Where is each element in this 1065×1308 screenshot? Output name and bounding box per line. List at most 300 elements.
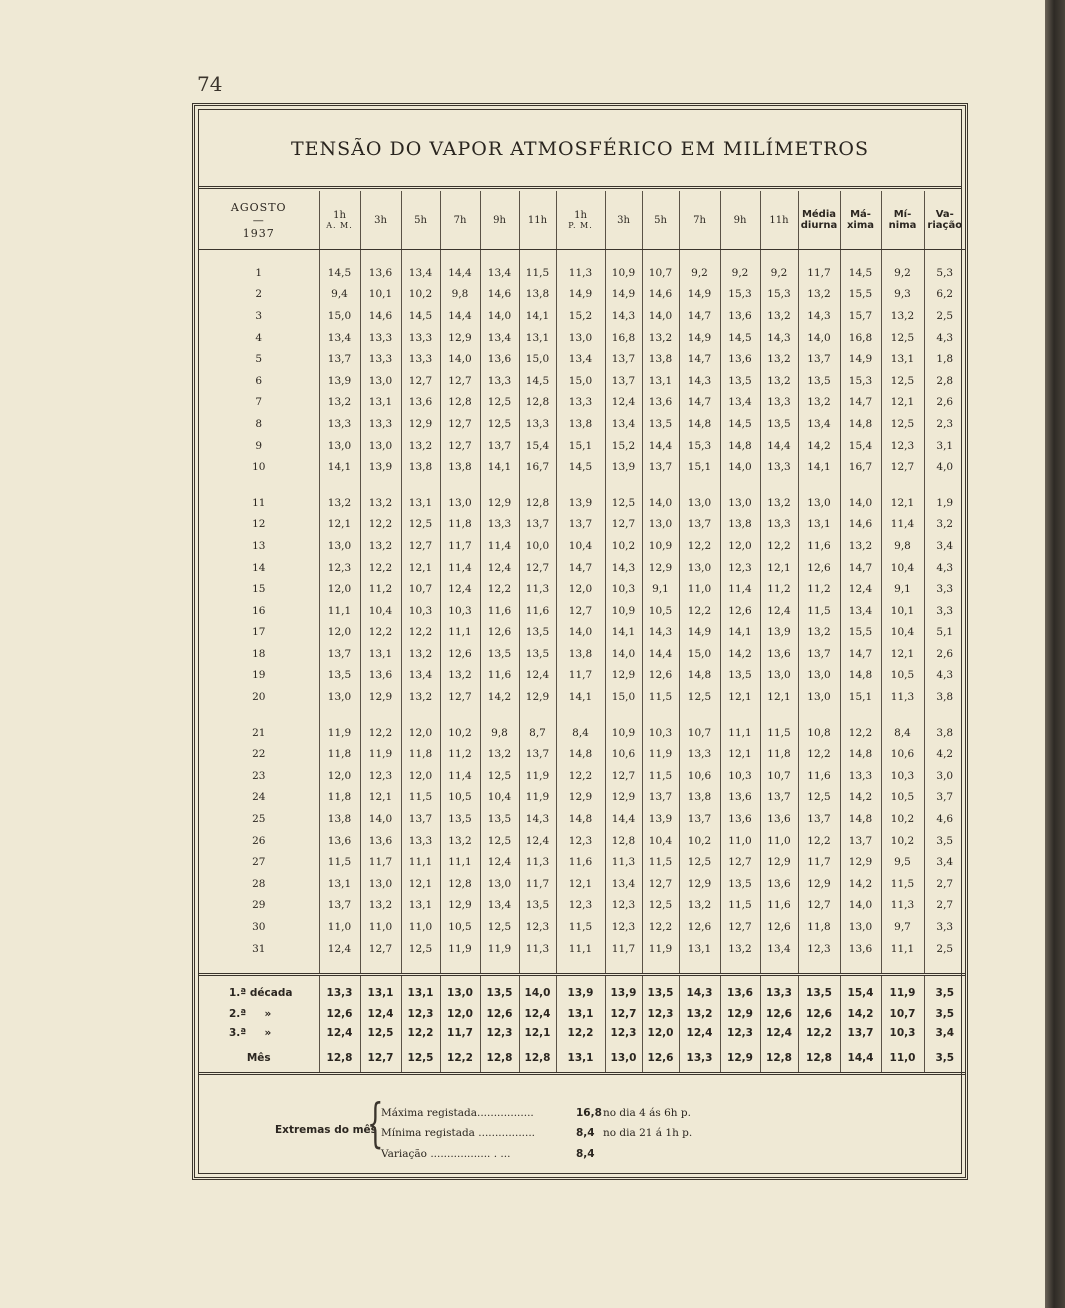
summary-value-cell: 12,9 xyxy=(720,1042,760,1074)
value-cell: 10,4 xyxy=(881,557,924,579)
spacer-cell xyxy=(924,959,965,975)
value-cell: 1,9 xyxy=(924,492,965,514)
value-cell: 13,4 xyxy=(798,413,840,435)
day-cell: 3 xyxy=(255,309,263,322)
value-cell: 12,9 xyxy=(840,851,881,873)
value-cell: 12,9 xyxy=(679,873,720,895)
value-cell: 2,7 xyxy=(924,895,965,917)
summary-value-cell: 14,2 xyxy=(840,1004,881,1023)
value-cell: 11,7 xyxy=(798,851,840,873)
spacer-cell xyxy=(556,250,605,263)
summary-row xyxy=(199,1042,965,1074)
stat-label-line1: Mí- xyxy=(893,209,912,220)
value-cell: 6,2 xyxy=(924,284,965,306)
value-cell: 9,8 xyxy=(881,535,924,557)
value-cell: 11,5 xyxy=(519,262,556,284)
value-cell: 13,6 xyxy=(642,392,679,414)
value-cell: 11,3 xyxy=(519,578,556,600)
value-cell: 13,0 xyxy=(760,665,798,687)
value-cell: 12,2 xyxy=(840,722,881,744)
value-cell: 12,2 xyxy=(360,722,401,744)
value-cell: 12,5 xyxy=(679,686,720,708)
spacer-cell xyxy=(440,708,480,722)
value-cell: 13,0 xyxy=(679,557,720,579)
value-cell: 14,8 xyxy=(840,413,881,435)
value-cell: 14,2 xyxy=(480,686,519,708)
stat-header xyxy=(840,191,881,250)
value-cell: 12,4 xyxy=(519,665,556,687)
value-cell: 4,6 xyxy=(924,808,965,830)
value-cell: 14,1 xyxy=(480,456,519,478)
value-cell: 13,6 xyxy=(760,643,798,665)
extreme-max-note: no dia 4 ás 6h p. xyxy=(603,1107,691,1119)
stat-header xyxy=(924,191,965,250)
value-cell: 13,7 xyxy=(319,895,360,917)
hour-label: 3h xyxy=(617,214,630,226)
day-cell: 23 xyxy=(252,769,266,782)
value-cell: 11,4 xyxy=(720,578,760,600)
value-cell: 14,8 xyxy=(679,665,720,687)
spacer-cell xyxy=(760,959,798,975)
value-cell: 12,2 xyxy=(642,916,679,938)
value-cell: 13,0 xyxy=(360,435,401,457)
stat-header xyxy=(881,191,924,250)
value-cell: 10,2 xyxy=(679,830,720,852)
table-row xyxy=(199,743,965,765)
table-row xyxy=(199,578,965,600)
value-cell: 14,2 xyxy=(840,873,881,895)
day-cell: 13 xyxy=(252,539,266,552)
value-cell: 13,4 xyxy=(720,392,760,414)
summary-value-cell: 14,4 xyxy=(840,1042,881,1074)
value-cell: 13,9 xyxy=(319,370,360,392)
extreme-max-name: Máxima registada................. xyxy=(381,1107,534,1119)
value-cell: 13,2 xyxy=(480,743,519,765)
stat-label-line2: nima xyxy=(888,220,917,231)
value-cell: 12,0 xyxy=(319,578,360,600)
value-cell: 11,9 xyxy=(440,938,480,960)
spacer-cell xyxy=(605,708,642,722)
value-cell: 12,3 xyxy=(556,830,605,852)
value-cell: 12,2 xyxy=(798,830,840,852)
spacer-cell xyxy=(679,478,720,492)
value-cell: 13,6 xyxy=(360,262,401,284)
value-cell: 3,3 xyxy=(924,916,965,938)
day-cell: 15 xyxy=(252,583,266,596)
value-cell: 14,4 xyxy=(440,262,480,284)
value-cell: 13,2 xyxy=(360,492,401,514)
value-cell: 13,6 xyxy=(480,348,519,370)
value-cell: 12,0 xyxy=(319,622,360,644)
table-row xyxy=(199,830,965,852)
value-cell: 13,2 xyxy=(440,665,480,687)
value-cell: 15,0 xyxy=(556,370,605,392)
summary-value-cell: 3,5 xyxy=(924,975,965,1005)
hour-header xyxy=(642,191,679,250)
period-label: P. M. xyxy=(568,221,593,230)
value-cell: 13,7 xyxy=(642,787,679,809)
table-header xyxy=(199,191,965,250)
spacer-row xyxy=(199,250,965,263)
value-cell: 14,4 xyxy=(760,435,798,457)
value-cell: 14,0 xyxy=(840,895,881,917)
day-cell: 31 xyxy=(252,942,266,955)
spacer-cell xyxy=(760,250,798,263)
value-cell: 12,3 xyxy=(605,916,642,938)
value-cell: 13,2 xyxy=(760,348,798,370)
value-cell: 12,9 xyxy=(760,851,798,873)
summary-value-cell: 11,9 xyxy=(881,975,924,1005)
table-row xyxy=(199,622,965,644)
value-cell: 14,7 xyxy=(840,643,881,665)
value-cell: 12,1 xyxy=(760,686,798,708)
value-cell: 15,0 xyxy=(679,643,720,665)
value-cell: 12,1 xyxy=(881,492,924,514)
value-cell: 4,3 xyxy=(924,557,965,579)
value-cell: 14,5 xyxy=(840,262,881,284)
value-cell: 12,5 xyxy=(798,787,840,809)
value-cell: 11,2 xyxy=(798,578,840,600)
day-cell: 16 xyxy=(252,604,266,617)
stat-label-line1: Média xyxy=(801,209,837,220)
value-cell: 12,1 xyxy=(360,787,401,809)
value-cell: 14,9 xyxy=(679,284,720,306)
day-cell: 20 xyxy=(252,691,266,704)
stat-label-line1: Va- xyxy=(935,209,954,220)
value-cell: 3,8 xyxy=(924,686,965,708)
value-cell: 12,3 xyxy=(881,435,924,457)
value-cell: 13,4 xyxy=(605,413,642,435)
extreme-max-value: 16,8 xyxy=(576,1107,602,1119)
value-cell: 13,9 xyxy=(360,456,401,478)
value-cell: 13,0 xyxy=(840,916,881,938)
value-cell: 13,2 xyxy=(798,622,840,644)
value-cell: 13,3 xyxy=(760,456,798,478)
value-cell: 12,1 xyxy=(720,743,760,765)
spacer-cell xyxy=(881,959,924,975)
summary-value-cell: 13,6 xyxy=(720,975,760,1005)
table-row xyxy=(199,665,965,687)
value-cell: 16,8 xyxy=(840,327,881,349)
hour-header xyxy=(720,191,760,250)
value-cell: 13,7 xyxy=(605,370,642,392)
spacer-cell xyxy=(401,478,440,492)
value-cell: 13,3 xyxy=(360,348,401,370)
value-cell: 13,0 xyxy=(360,370,401,392)
spacer-row xyxy=(199,478,965,492)
value-cell: 10,2 xyxy=(881,830,924,852)
value-cell: 12,3 xyxy=(519,916,556,938)
summary-value-cell: 12,5 xyxy=(360,1023,401,1042)
value-cell: 14,1 xyxy=(798,456,840,478)
value-cell: 9,5 xyxy=(881,851,924,873)
value-cell: 11,5 xyxy=(642,851,679,873)
spacer-cell xyxy=(556,708,605,722)
value-cell: 11,9 xyxy=(519,765,556,787)
value-cell: 13,4 xyxy=(319,327,360,349)
summary-value-cell: 12,4 xyxy=(679,1023,720,1042)
spacer-cell xyxy=(199,708,319,722)
value-cell: 13,7 xyxy=(519,514,556,536)
value-cell: 12,5 xyxy=(679,851,720,873)
value-cell: 12,7 xyxy=(720,916,760,938)
value-cell: 13,2 xyxy=(440,830,480,852)
value-cell: 11,3 xyxy=(519,938,556,960)
spacer-cell xyxy=(360,250,401,263)
hour-label: 9h xyxy=(493,214,506,226)
value-cell: 12,7 xyxy=(798,895,840,917)
day-cell: 28 xyxy=(252,877,266,890)
value-cell: 13,2 xyxy=(760,492,798,514)
spacer-cell xyxy=(519,250,556,263)
value-cell: 12,5 xyxy=(881,413,924,435)
value-cell: 1,8 xyxy=(924,348,965,370)
value-cell: 13,6 xyxy=(319,830,360,852)
value-cell: 13,6 xyxy=(360,665,401,687)
value-cell: 12,2 xyxy=(360,622,401,644)
value-cell: 13,7 xyxy=(679,514,720,536)
spacer-cell xyxy=(642,478,679,492)
spacer-cell xyxy=(519,959,556,975)
value-cell: 13,7 xyxy=(798,348,840,370)
value-cell: 10,4 xyxy=(360,600,401,622)
value-cell: 13,8 xyxy=(556,413,605,435)
value-cell: 13,0 xyxy=(642,514,679,536)
hour-header xyxy=(480,191,519,250)
month-extremes xyxy=(199,1095,961,1165)
value-cell: 10,6 xyxy=(605,743,642,765)
value-cell: 13,3 xyxy=(480,370,519,392)
value-cell: 16,7 xyxy=(519,456,556,478)
value-cell: 14,8 xyxy=(556,743,605,765)
table-row xyxy=(199,787,965,809)
hour-header xyxy=(401,191,440,250)
value-cell: 13,0 xyxy=(720,492,760,514)
value-cell: 13,1 xyxy=(679,938,720,960)
stat-label-line2: xima xyxy=(846,220,875,231)
value-cell: 14,2 xyxy=(798,435,840,457)
value-cell: 14,0 xyxy=(556,622,605,644)
value-cell: 15,3 xyxy=(840,370,881,392)
value-cell: 10,3 xyxy=(401,600,440,622)
value-cell: 12,7 xyxy=(642,873,679,895)
value-cell: 13,2 xyxy=(319,492,360,514)
value-cell: 10,2 xyxy=(440,722,480,744)
value-cell: 13,4 xyxy=(480,262,519,284)
summary-value-cell: 12,6 xyxy=(480,1004,519,1023)
table-row xyxy=(199,557,965,579)
value-cell: 10,2 xyxy=(605,535,642,557)
summary-value-cell: 12,8 xyxy=(798,1042,840,1074)
value-cell: 13,8 xyxy=(556,643,605,665)
value-cell: 13,9 xyxy=(605,456,642,478)
value-cell: 13,8 xyxy=(440,456,480,478)
value-cell: 13,9 xyxy=(642,808,679,830)
extreme-range-name: Variação .................. . ... xyxy=(381,1148,511,1160)
value-cell: 11,9 xyxy=(319,722,360,744)
value-cell: 4,3 xyxy=(924,327,965,349)
value-cell: 13,0 xyxy=(440,492,480,514)
value-cell: 10,1 xyxy=(881,600,924,622)
value-cell: 12,9 xyxy=(605,665,642,687)
value-cell: 11,9 xyxy=(480,938,519,960)
spacer-cell xyxy=(605,959,642,975)
summary-value-cell: 13,5 xyxy=(798,975,840,1005)
value-cell: 12,1 xyxy=(881,392,924,414)
hour-header xyxy=(760,191,798,250)
summary-value-cell: 12,6 xyxy=(798,1004,840,1023)
summary-value-cell: 12,0 xyxy=(642,1023,679,1042)
value-cell: 12,2 xyxy=(679,535,720,557)
spacer-cell xyxy=(881,250,924,263)
year-label: 1937 xyxy=(242,226,275,240)
spacer-cell xyxy=(924,708,965,722)
value-cell: 13,3 xyxy=(360,413,401,435)
spacer-cell xyxy=(480,959,519,975)
value-cell: 11,5 xyxy=(642,686,679,708)
day-cell: 5 xyxy=(255,353,263,366)
value-cell: 14,4 xyxy=(642,643,679,665)
summary-value-cell: 12,3 xyxy=(642,1004,679,1023)
value-cell: 10,7 xyxy=(679,722,720,744)
value-cell: 13,9 xyxy=(760,622,798,644)
summary-value-cell: 13,3 xyxy=(760,975,798,1005)
summary-value-cell: 13,1 xyxy=(401,975,440,1005)
value-cell: 14,3 xyxy=(798,305,840,327)
summary-value-cell: 12,7 xyxy=(605,1004,642,1023)
summary-value-cell: 12,4 xyxy=(319,1023,360,1042)
value-cell: 15,3 xyxy=(760,284,798,306)
value-cell: 12,4 xyxy=(480,557,519,579)
value-cell: 10,5 xyxy=(642,600,679,622)
value-cell: 12,5 xyxy=(480,765,519,787)
extreme-range-value: 8,4 xyxy=(576,1148,595,1160)
value-cell: 11,9 xyxy=(360,743,401,765)
value-cell: 10,1 xyxy=(360,284,401,306)
value-cell: 10,3 xyxy=(605,578,642,600)
month-header xyxy=(199,191,319,250)
hour-label: 5h xyxy=(414,214,427,226)
value-cell: 12,3 xyxy=(798,938,840,960)
value-cell: 10,2 xyxy=(401,284,440,306)
value-cell: 11,1 xyxy=(556,938,605,960)
value-cell: 8,4 xyxy=(881,722,924,744)
value-cell: 3,0 xyxy=(924,765,965,787)
summary-value-cell: 12,8 xyxy=(319,1042,360,1074)
value-cell: 13,1 xyxy=(642,370,679,392)
value-cell: 13,0 xyxy=(798,686,840,708)
value-cell: 11,7 xyxy=(519,873,556,895)
value-cell: 11,2 xyxy=(760,578,798,600)
value-cell: 9,2 xyxy=(679,262,720,284)
value-cell: 9,2 xyxy=(760,262,798,284)
summary-value-cell: 13,7 xyxy=(840,1023,881,1042)
value-cell: 12,7 xyxy=(440,435,480,457)
summary-value-cell: 12,0 xyxy=(440,1004,480,1023)
table-row xyxy=(199,873,965,895)
table-row xyxy=(199,370,965,392)
value-cell: 12,7 xyxy=(440,413,480,435)
value-cell: 13,7 xyxy=(519,743,556,765)
table-row xyxy=(199,492,965,514)
value-cell: 9,2 xyxy=(881,262,924,284)
summary-value-cell: 12,8 xyxy=(760,1042,798,1074)
value-cell: 13,3 xyxy=(401,348,440,370)
value-cell: 12,7 xyxy=(556,600,605,622)
spacer-row xyxy=(199,959,965,975)
summary-value-cell: 11,0 xyxy=(881,1042,924,1074)
summary-row xyxy=(199,1023,965,1042)
value-cell: 13,7 xyxy=(480,435,519,457)
value-cell: 14,3 xyxy=(760,327,798,349)
value-cell: 15,3 xyxy=(679,435,720,457)
value-cell: 13,7 xyxy=(679,808,720,830)
value-cell: 12,1 xyxy=(720,686,760,708)
value-cell: 11,7 xyxy=(440,535,480,557)
value-cell: 10,5 xyxy=(881,787,924,809)
value-cell: 13,7 xyxy=(798,643,840,665)
value-cell: 13,4 xyxy=(605,873,642,895)
value-cell: 14,8 xyxy=(720,435,760,457)
value-cell: 12,1 xyxy=(319,514,360,536)
value-cell: 3,5 xyxy=(924,830,965,852)
value-cell: 9,8 xyxy=(480,722,519,744)
value-cell: 14,3 xyxy=(605,557,642,579)
value-cell: 10,4 xyxy=(480,787,519,809)
value-cell: 3,4 xyxy=(924,851,965,873)
value-cell: 14,1 xyxy=(720,622,760,644)
value-cell: 2,5 xyxy=(924,305,965,327)
value-cell: 11,4 xyxy=(440,765,480,787)
value-cell: 13,0 xyxy=(798,492,840,514)
value-cell: 13,5 xyxy=(480,808,519,830)
value-cell: 12,2 xyxy=(556,765,605,787)
value-cell: 13,4 xyxy=(760,938,798,960)
spacer-cell xyxy=(401,250,440,263)
value-cell: 11,3 xyxy=(881,686,924,708)
summary-row xyxy=(199,975,965,1005)
value-cell: 13,0 xyxy=(319,535,360,557)
summary-value-cell: 12,2 xyxy=(556,1023,605,1042)
summary-value-cell: 13,2 xyxy=(679,1004,720,1023)
value-cell: 11,3 xyxy=(881,895,924,917)
spacer-cell xyxy=(556,478,605,492)
summary-value-cell: 12,8 xyxy=(480,1042,519,1074)
value-cell: 16,7 xyxy=(840,456,881,478)
value-cell: 8,7 xyxy=(519,722,556,744)
value-cell: 13,6 xyxy=(360,830,401,852)
hour-label: 9h xyxy=(733,214,747,226)
value-cell: 13,6 xyxy=(401,392,440,414)
value-cell: 13,5 xyxy=(519,622,556,644)
value-cell: 14,2 xyxy=(720,643,760,665)
value-cell: 9,2 xyxy=(720,262,760,284)
table-row xyxy=(199,643,965,665)
value-cell: 12,0 xyxy=(401,765,440,787)
value-cell: 11,7 xyxy=(556,665,605,687)
spacer-cell xyxy=(401,708,440,722)
value-cell: 12,9 xyxy=(519,686,556,708)
value-cell: 11,5 xyxy=(319,851,360,873)
value-cell: 15,4 xyxy=(519,435,556,457)
day-cell: 25 xyxy=(252,813,266,826)
value-cell: 12,5 xyxy=(480,413,519,435)
stat-label-line2: riação xyxy=(927,220,963,231)
value-cell: 11,2 xyxy=(360,578,401,600)
value-cell: 13,2 xyxy=(760,370,798,392)
hour-header xyxy=(360,191,401,250)
value-cell: 4,3 xyxy=(924,665,965,687)
